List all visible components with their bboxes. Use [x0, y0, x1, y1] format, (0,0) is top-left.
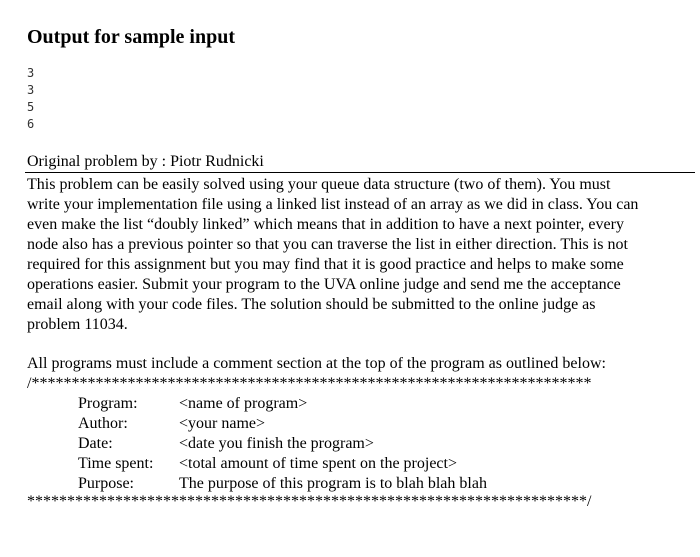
field-value: The purpose of this program is to blah blah blah	[179, 475, 487, 492]
field-label: Author:	[78, 415, 128, 432]
paragraph-line: even make the list “doubly linked” which means that in addition to have a next pointer, every	[27, 216, 624, 233]
field-label: Purpose:	[78, 475, 134, 492]
field-value: <name of program>	[179, 395, 308, 412]
paragraph-line: required for this assignment but you may find that it is good practice and helps to make some	[27, 256, 624, 273]
field-value: <total amount of time spent on the project>	[179, 455, 457, 472]
field-value: <your name>	[179, 415, 266, 432]
paragraph-line: operations easier. Submit your program to the UVA online judge and send me the acceptance	[27, 276, 621, 293]
sample-output-block	[27, 65, 34, 133]
field-label: Date:	[78, 435, 113, 452]
paragraph-line: write your implementation file using a linked list instead of an array as we did in class. You can	[27, 196, 639, 213]
output-line: 5	[27, 100, 35, 114]
divider-rule	[25, 172, 695, 173]
paragraph-line: email along with your code files. The solution should be submitted to the online judge as	[27, 296, 596, 313]
paragraph-line: problem 11034.	[27, 316, 128, 333]
paragraph-line: node also has a previous pointer so that you can traverse the list in either direction. This is not	[27, 236, 628, 253]
section-heading: Output for sample input	[27, 26, 236, 48]
output-line: 3	[27, 83, 35, 97]
instructions-paragraph	[27, 175, 695, 335]
problem-credit: Original problem by : Piotr Rudnicki	[27, 153, 264, 170]
output-line: 3	[27, 66, 35, 80]
comment-block-top: /**********************************************************************	[27, 375, 592, 392]
field-value: <date you finish the program>	[179, 435, 374, 452]
paragraph-line: All programs must include a comment section at the top of the program as outlined below:	[27, 355, 606, 372]
field-label: Program:	[78, 395, 138, 412]
output-line: 6	[27, 117, 35, 131]
comment-block-bottom: **********************************************************************/	[27, 493, 592, 510]
comment-requirement-paragraph	[27, 354, 695, 374]
field-label: Time spent:	[78, 455, 154, 472]
paragraph-line: This problem can be easily solved using your queue data structure (two of them). You must	[27, 176, 611, 193]
